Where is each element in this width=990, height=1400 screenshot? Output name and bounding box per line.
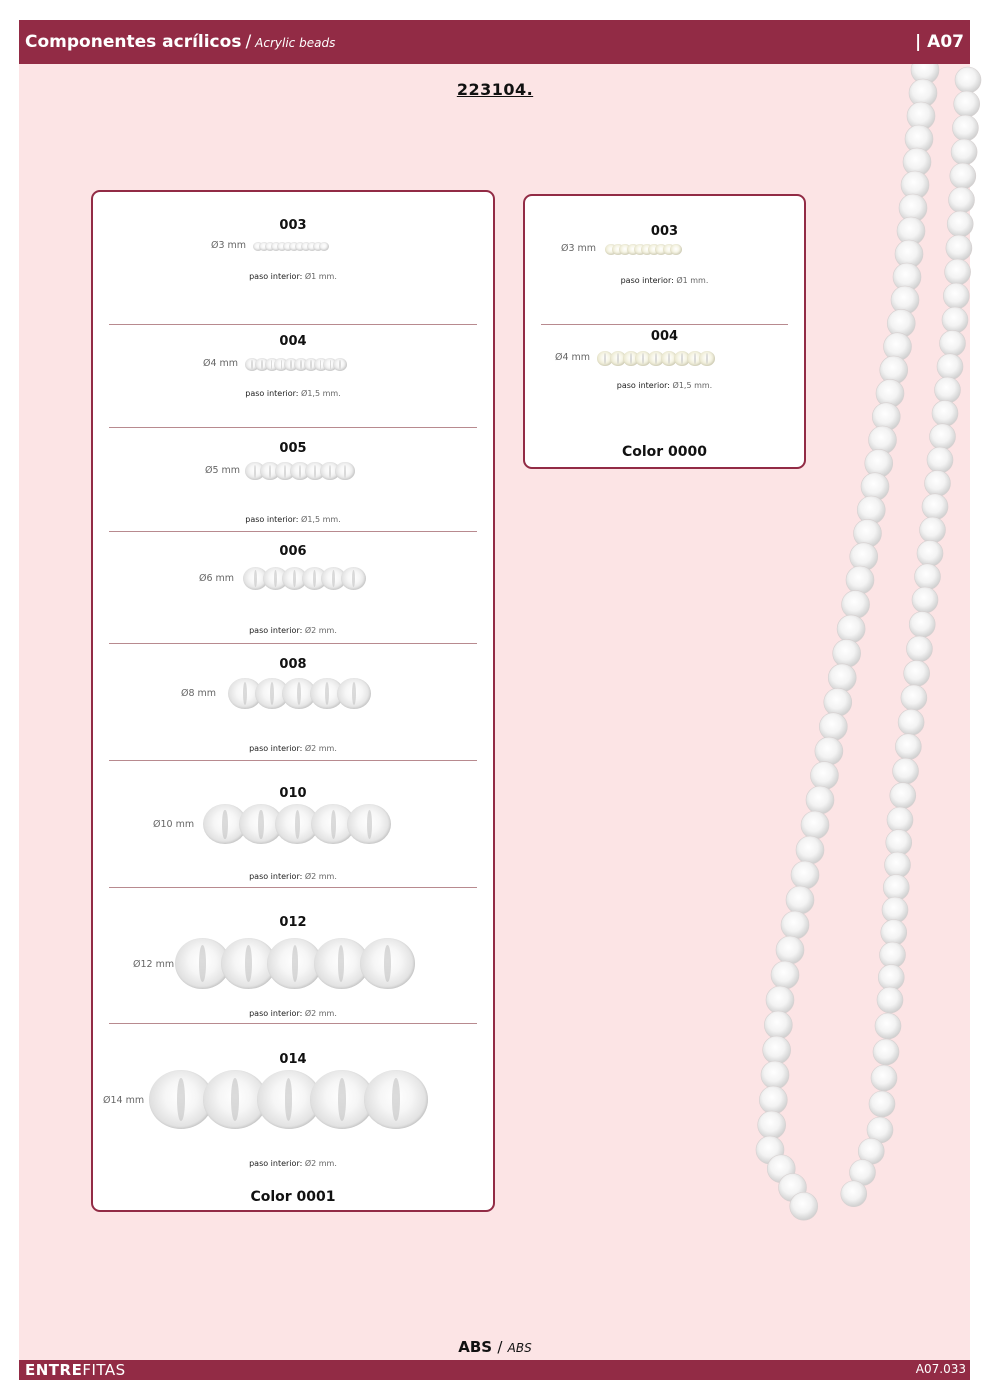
paso-label: paso interior: — [616, 381, 670, 390]
necklace-bead — [952, 115, 978, 141]
necklace-bead — [759, 1086, 787, 1114]
bottom-bar — [19, 1360, 970, 1380]
necklace-bead — [943, 283, 969, 309]
section-divider — [109, 531, 477, 532]
paso-label: paso interior: — [249, 272, 303, 281]
paso-interior — [93, 626, 493, 635]
necklace-bead — [764, 1011, 792, 1039]
necklace-bead — [790, 1192, 818, 1220]
paso-interior — [93, 1159, 493, 1168]
bead — [319, 242, 329, 251]
necklace-bead — [937, 354, 963, 380]
necklace-bead — [771, 961, 799, 989]
necklace-bead — [881, 920, 907, 946]
section-divider — [109, 324, 477, 325]
bead — [699, 351, 715, 366]
paso-value: Ø2 mm. — [304, 1009, 337, 1018]
diameter-label: Ø12 mm — [133, 958, 175, 970]
size-code: 005 — [279, 441, 307, 456]
paso-interior — [93, 872, 493, 881]
bead — [335, 462, 355, 480]
necklace-bead — [912, 587, 938, 613]
necklace-bead — [935, 377, 961, 403]
necklace-bead — [893, 758, 919, 784]
paso-label: paso interior: — [249, 1159, 303, 1168]
header-subtitle: Acrylic beads — [255, 36, 336, 50]
paso-label: paso interior: — [249, 1009, 303, 1018]
brand-bold: ENTRE — [25, 1361, 83, 1379]
necklace-bead — [880, 942, 906, 968]
necklace-bead — [801, 811, 829, 839]
necklace-bead — [882, 897, 908, 923]
paso-value: Ø2 mm. — [304, 744, 337, 753]
size-code: 008 — [279, 657, 307, 672]
section-divider — [109, 643, 477, 644]
necklace-bead — [887, 807, 913, 833]
size-code: 014 — [279, 1052, 307, 1067]
necklace-bead — [922, 494, 948, 520]
diameter-label: Ø4 mm — [203, 358, 239, 369]
necklace-bead — [890, 783, 916, 809]
color-0000-card — [523, 194, 806, 469]
bead — [341, 567, 366, 590]
paso-interior — [93, 272, 493, 281]
necklace-bead — [920, 517, 946, 543]
paso-value: Ø1 mm. — [676, 276, 709, 285]
necklace-bead — [871, 1065, 897, 1091]
necklace-bead — [906, 636, 932, 662]
paso-interior — [525, 381, 804, 390]
necklace-bead — [917, 540, 943, 566]
size-code: 003 — [650, 224, 679, 239]
necklace-bead — [940, 330, 966, 356]
necklace-bead — [828, 664, 856, 692]
necklace-bead — [949, 187, 975, 213]
size-code: 003 — [279, 218, 307, 233]
size-code: 004 — [279, 334, 307, 349]
necklace-bead — [883, 875, 909, 901]
necklace-bead — [885, 852, 911, 878]
paso-value: Ø1,5 mm. — [301, 389, 341, 398]
page-number: A07.033 — [915, 1362, 966, 1376]
necklace-bead — [786, 886, 814, 914]
necklace-bead — [806, 786, 834, 814]
color-label: Color 0000 — [621, 444, 708, 460]
section-divider — [109, 760, 477, 761]
necklace-bead — [875, 1013, 901, 1039]
necklace-bead — [791, 861, 819, 889]
page-header — [19, 20, 970, 64]
necklace-bead — [915, 564, 941, 590]
necklace-bead — [846, 566, 874, 594]
header-separator: / — [245, 32, 252, 52]
paso-value: Ø2 mm. — [304, 872, 337, 881]
brand-light: FITAS — [82, 1361, 126, 1379]
color-label: Color 0001 — [250, 1189, 336, 1205]
diameter-label: Ø6 mm — [199, 572, 235, 584]
necklace-bead — [877, 987, 903, 1013]
necklace-bead — [932, 400, 958, 426]
bead — [333, 358, 347, 371]
necklace-bead — [841, 1181, 867, 1207]
paso-label: paso interior: — [620, 276, 674, 285]
necklace-bead — [904, 660, 930, 686]
necklace-bead — [766, 986, 794, 1014]
paso-label: paso interior: — [249, 744, 303, 753]
necklace-bead — [909, 611, 935, 637]
necklace-bead — [758, 1111, 786, 1139]
paso-value: Ø1,5 mm. — [672, 381, 713, 390]
size-code: 004 — [650, 329, 679, 344]
necklace-bead — [878, 965, 904, 991]
section-divider — [109, 1023, 477, 1024]
necklace-bead — [763, 1036, 791, 1064]
necklace-bead — [761, 1061, 789, 1089]
diameter-label: Ø14 mm — [103, 1095, 145, 1106]
bead — [337, 678, 371, 709]
necklace-bead — [796, 836, 824, 864]
necklace-bead — [925, 470, 951, 496]
material-sub: ABS — [507, 1341, 532, 1355]
section-divider — [541, 324, 788, 325]
paso-label: paso interior: — [249, 872, 303, 881]
size-code: 010 — [279, 786, 307, 801]
paso-interior — [93, 1009, 493, 1018]
brand-logo — [25, 1361, 126, 1379]
necklace-bead — [781, 911, 809, 939]
paso-interior — [93, 744, 493, 753]
paso-label: paso interior: — [245, 515, 299, 524]
necklace-bead — [833, 639, 861, 667]
necklace-bead — [886, 830, 912, 856]
paso-interior — [93, 515, 493, 524]
paso-interior — [93, 389, 493, 398]
diameter-label: Ø10 mm — [153, 819, 195, 830]
necklace-bead — [898, 709, 924, 735]
paso-value: Ø2 mm. — [304, 626, 337, 635]
necklace-bead — [776, 936, 804, 964]
necklace-bead — [901, 685, 927, 711]
diameter-label: Ø3 mm — [211, 240, 247, 251]
diameter-label: Ø8 mm — [181, 688, 217, 699]
header-title — [25, 32, 335, 52]
material-label: ABS — [458, 1338, 493, 1356]
necklace-bead — [927, 447, 953, 473]
paso-interior — [525, 276, 804, 285]
material-footer — [0, 1338, 990, 1356]
necklace-bead — [951, 139, 977, 165]
necklace-bead — [810, 762, 838, 790]
necklace-bead — [873, 1039, 899, 1065]
necklace-bead — [895, 734, 921, 760]
bead — [347, 804, 391, 844]
paso-value: Ø1,5 mm. — [301, 515, 341, 524]
paso-label: paso interior: — [249, 626, 303, 635]
necklace-bead — [819, 713, 847, 741]
necklace-bead — [815, 737, 843, 765]
section-divider — [109, 427, 477, 428]
necklace-bead — [946, 235, 972, 261]
paso-value: Ø2 mm. — [304, 1159, 337, 1168]
necklace-bead — [947, 211, 973, 237]
header-title-text: Componentes acrílicos — [25, 32, 242, 52]
color-0001-card — [91, 190, 495, 1212]
bead — [670, 244, 682, 255]
necklace-bead — [842, 590, 870, 618]
necklace-bead — [837, 615, 865, 643]
paso-label: paso interior: — [245, 389, 299, 398]
necklace-bead — [824, 688, 852, 716]
diameter-label: Ø5 mm — [205, 465, 241, 476]
product-reference: 223104. — [456, 80, 534, 99]
necklace-bead — [942, 307, 968, 333]
bead — [364, 1070, 428, 1129]
paso-value: Ø1 mm. — [304, 272, 337, 281]
necklace-bead — [869, 1091, 895, 1117]
section-code: | A07 — [915, 32, 964, 52]
section-divider — [109, 887, 477, 888]
material-separator: / — [497, 1338, 503, 1356]
size-code: 012 — [279, 915, 307, 930]
necklace-bead — [950, 163, 976, 189]
necklace-bead — [945, 259, 971, 285]
diameter-label: Ø4 mm — [555, 352, 591, 363]
necklace-bead — [930, 424, 956, 450]
diameter-label: Ø3 mm — [561, 243, 597, 254]
size-code: 006 — [279, 544, 307, 559]
bead — [360, 938, 415, 989]
